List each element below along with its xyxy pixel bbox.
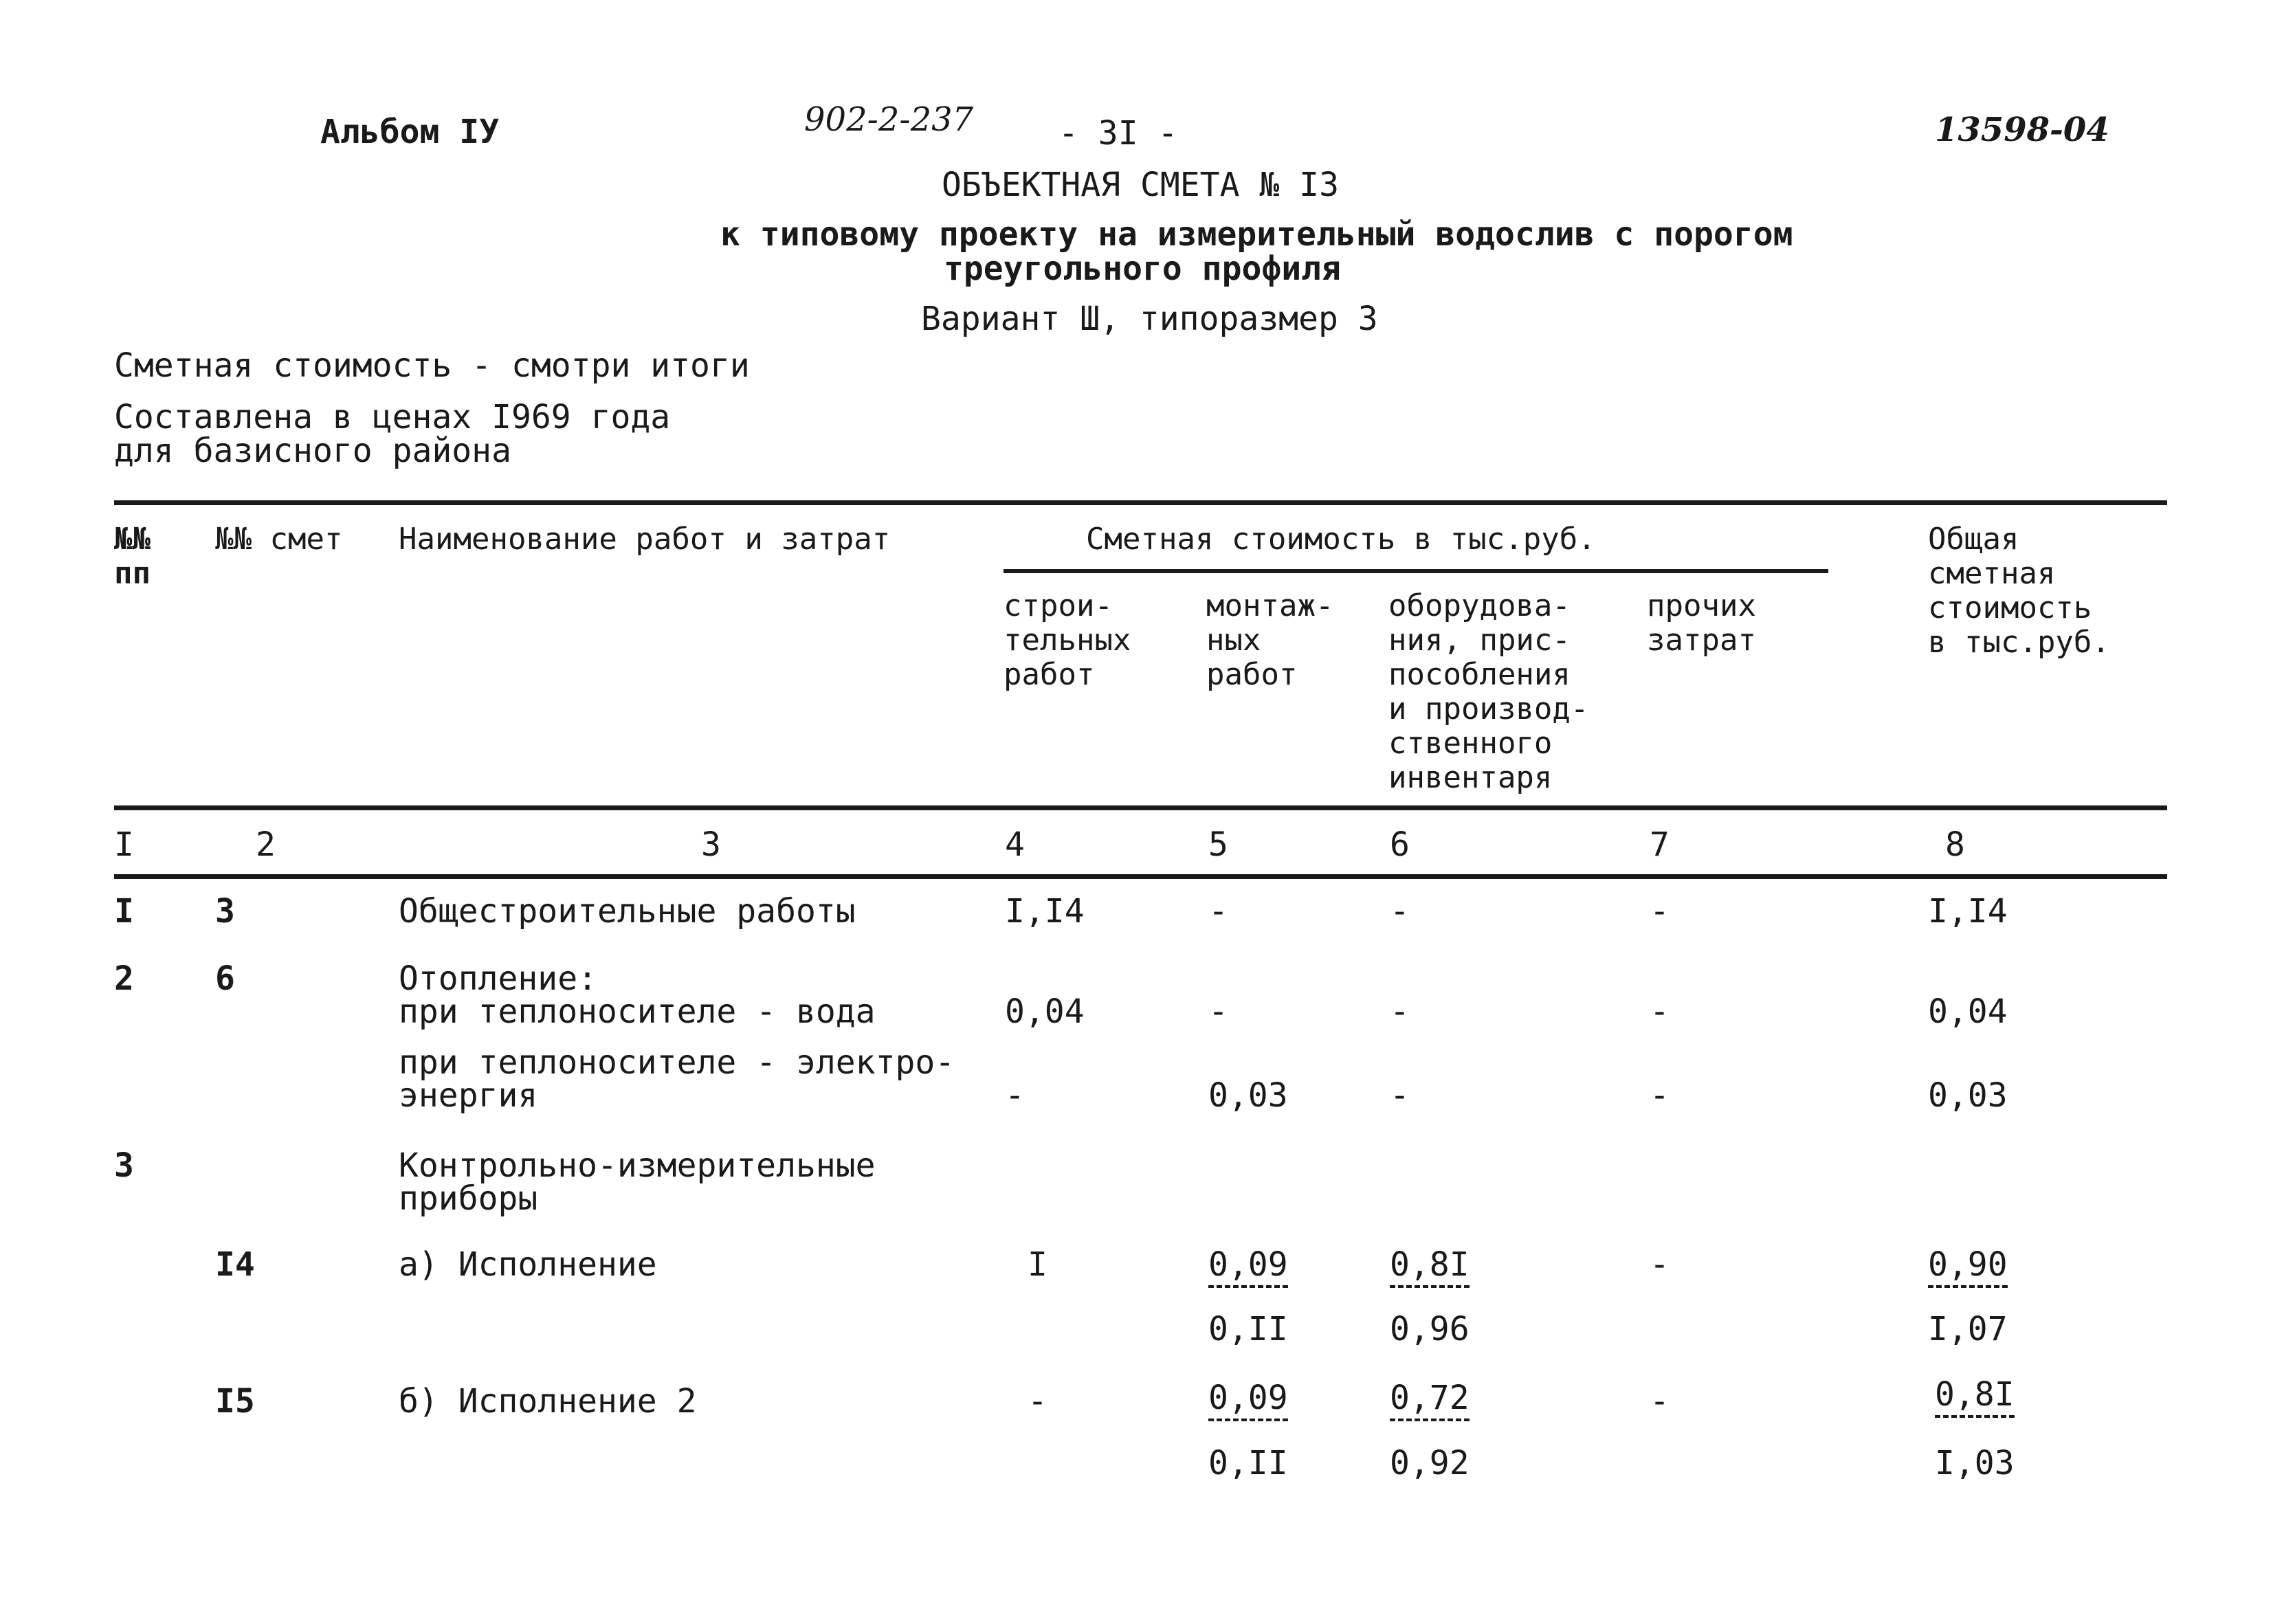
table-row-name: при теплоносителе - вода bbox=[399, 992, 876, 1031]
table-cell-other: - bbox=[1650, 892, 1670, 931]
table-row-estimate: I4 bbox=[215, 1245, 255, 1284]
column-number: 7 bbox=[1650, 825, 1670, 864]
variant-line: Вариант Ш, типоразмер 3 bbox=[921, 300, 1378, 338]
table-cell-other: - bbox=[1650, 992, 1670, 1031]
header-bottom-rule bbox=[114, 805, 2167, 810]
table-top-rule bbox=[114, 500, 2167, 505]
table-cell-construction: - bbox=[1005, 1076, 1025, 1115]
table-cell-installation-bottom: 0,II bbox=[1208, 1444, 1288, 1482]
table-cell-equipment: - bbox=[1390, 892, 1410, 931]
table-cell-equipment: - bbox=[1390, 992, 1410, 1031]
column-number: 5 bbox=[1208, 825, 1228, 864]
header-construction: строи- тельных работ bbox=[1004, 588, 1131, 692]
estimated-cost-note: Сметная стоимость - смотри итоги bbox=[114, 346, 750, 385]
table-cell-installation: - bbox=[1208, 992, 1228, 1031]
table-row-estimate: 6 bbox=[215, 959, 235, 998]
prices-line-2: для базисного района bbox=[114, 432, 511, 470]
header-other-costs: прочих затрат bbox=[1647, 588, 1756, 658]
table-cell-installation-bottom: 0,II bbox=[1208, 1310, 1288, 1348]
table-cell-installation: 0,03 bbox=[1208, 1076, 1288, 1115]
header-row-number: №№ пп bbox=[114, 522, 151, 591]
table-cell-construction: I,I4 bbox=[1005, 892, 1085, 931]
table-cell-other: - bbox=[1650, 1382, 1670, 1421]
column-number: 3 bbox=[701, 825, 721, 864]
table-row-pp: 2 bbox=[114, 959, 134, 998]
table-cell-total-bottom: I,03 bbox=[1935, 1444, 2015, 1482]
table-cell-installation-top: 0,09 bbox=[1208, 1248, 1288, 1288]
project-code: 902-2-237 bbox=[804, 100, 974, 139]
table-cell-installation-top: 0,09 bbox=[1208, 1381, 1288, 1421]
header-estimate-number: №№ смет bbox=[215, 522, 343, 557]
column-number: 4 bbox=[1005, 825, 1025, 864]
table-cell-installation: - bbox=[1208, 892, 1228, 931]
table-cell-total: 0,04 bbox=[1928, 992, 2008, 1031]
column-number: I bbox=[114, 825, 134, 864]
document-number: 13598-04 bbox=[1935, 111, 2109, 149]
header-installation: монтаж- ных работ bbox=[1206, 588, 1334, 692]
table-row-name: при теплоносителе - электро- энергия bbox=[399, 1043, 955, 1115]
table-cell-total: 0,03 bbox=[1928, 1076, 2008, 1115]
column-number: 2 bbox=[256, 825, 276, 864]
table-cell-other: - bbox=[1650, 1245, 1670, 1284]
table-row-estimate: 3 bbox=[215, 892, 235, 931]
album-label: Альбом IУ bbox=[320, 113, 500, 151]
table-row-name: б) Исполнение 2 bbox=[399, 1382, 697, 1421]
table-row-pp: I bbox=[114, 892, 134, 931]
column-number: 8 bbox=[1945, 825, 1965, 864]
table-cell-construction: I bbox=[1028, 1245, 1047, 1284]
table-row-name: а) Исполнение bbox=[399, 1245, 657, 1284]
table-row-name: Отопление: bbox=[399, 959, 597, 998]
table-cell-total: I,I4 bbox=[1928, 892, 2008, 931]
table-cell-construction: 0,04 bbox=[1005, 992, 1085, 1031]
table-cell-equipment: - bbox=[1390, 1076, 1410, 1115]
header-total-cost: Общая сметная стоимость в тыс.руб. bbox=[1928, 522, 2110, 660]
project-description-cont: треугольного профиля bbox=[944, 249, 1341, 288]
column-number: 6 bbox=[1390, 825, 1410, 864]
table-cell-construction: - bbox=[1028, 1382, 1047, 1421]
table-cell-total-top: 0,90 bbox=[1928, 1248, 2008, 1288]
table-cell-other: - bbox=[1650, 1076, 1670, 1115]
group-header-rule bbox=[1004, 569, 1828, 573]
header-equipment: оборудова- ния, прис- пособления и производ- ственного инвентаря bbox=[1388, 588, 1589, 795]
column-numbers-rule bbox=[114, 874, 2167, 879]
table-cell-equipment-top: 0,8I bbox=[1390, 1248, 1470, 1288]
table-row-name: Контрольно-измерительные приборы bbox=[399, 1146, 876, 1218]
table-cell-total-bottom: I,07 bbox=[1928, 1310, 2008, 1348]
table-cell-total-top: 0,8I bbox=[1935, 1378, 2015, 1418]
prices-line-1: Составлена в ценах I969 года bbox=[114, 398, 671, 436]
header-work-name: Наименование работ и затрат bbox=[399, 522, 891, 557]
project-description: к типовому проекту на измерительный водослив с порогом bbox=[720, 215, 1793, 254]
table-cell-equipment-top: 0,72 bbox=[1390, 1381, 1470, 1421]
table-cell-equipment-bottom: 0,92 bbox=[1390, 1444, 1470, 1482]
table-row-name: Общестроительные работы bbox=[399, 892, 856, 931]
table-cell-equipment-bottom: 0,96 bbox=[1390, 1310, 1470, 1348]
estimate-title: ОБЪЕКТНАЯ СМЕТА № I3 bbox=[942, 166, 1339, 204]
header-cost-group: Сметная стоимость в тыс.руб. bbox=[1086, 522, 1596, 557]
page-number: - 3I - bbox=[1058, 114, 1178, 153]
table-row-estimate: I5 bbox=[215, 1382, 255, 1421]
table-row-pp: 3 bbox=[114, 1146, 134, 1185]
